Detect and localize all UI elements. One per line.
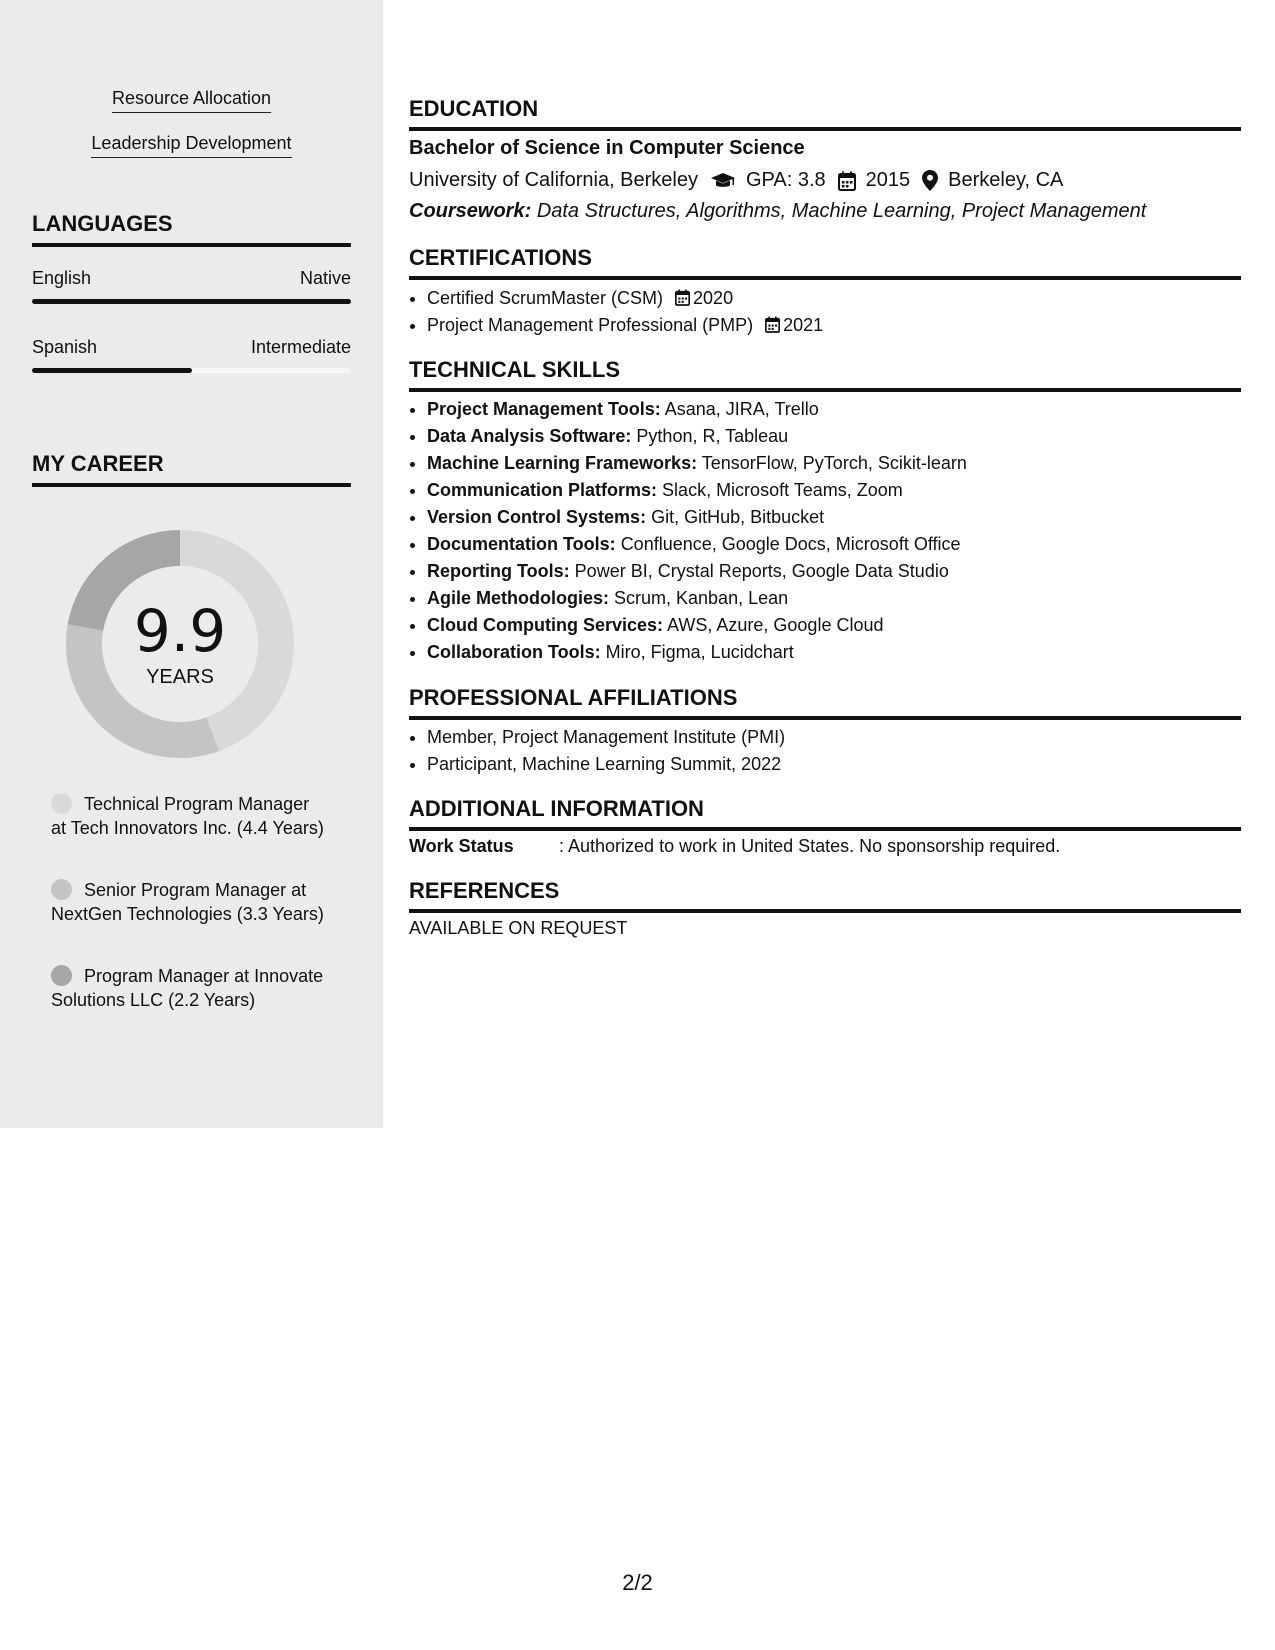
skill-label: Documentation Tools: (427, 534, 616, 554)
skill-item (427, 639, 967, 666)
career-total-value: 9.9 (133, 597, 227, 665)
career-role-label: Program Manager at Innovate Solutions LLC (2.2 Years) (51, 966, 324, 1010)
career-legend-item (51, 792, 329, 840)
graduation-cap-icon (710, 172, 736, 190)
skill-label: Data Analysis Software: (427, 426, 632, 446)
legend-dot (51, 879, 72, 900)
calendar-icon (765, 316, 780, 333)
language-row (32, 337, 351, 358)
language-row (32, 268, 351, 289)
language-name: English (32, 268, 92, 288)
skill-label: Communication Platforms: (427, 480, 658, 500)
certification-item (427, 312, 823, 339)
certifications-heading: CERTIFICATIONS (409, 245, 1241, 280)
education-details (409, 169, 1063, 192)
skill-item (427, 396, 967, 423)
skill-item (427, 558, 967, 585)
technical-skills-heading: TECHNICAL SKILLS (409, 357, 1241, 392)
skill-tag (0, 133, 383, 158)
skill-value: Git, GitHub, Bitbucket (651, 507, 825, 527)
skill-tag-label: Resource Allocation (112, 88, 271, 113)
legend-dot (51, 965, 72, 986)
skill-item (427, 531, 967, 558)
work-status-label: Work Status (409, 836, 514, 856)
additional-info-heading: ADDITIONAL INFORMATION (409, 796, 1241, 831)
education-year: 2015 (865, 169, 911, 191)
language-level: Intermediate (250, 337, 351, 357)
certifications-list (409, 285, 823, 339)
skill-item (427, 477, 967, 504)
career-total-unit: YEARS (146, 666, 214, 688)
affiliation-item: • Participant, Machine Learning Summit, 2022 (427, 751, 785, 778)
languages-heading: LANGUAGES (32, 211, 351, 247)
education-gpa: GPA: 3.8 (746, 169, 826, 191)
career-legend-item (51, 878, 329, 926)
skill-value: TensorFlow, PyTorch, Scikit-learn (701, 453, 967, 473)
affiliation-item: • Member, Project Management Institute (PMI) (427, 724, 785, 751)
education-location: Berkeley, CA (948, 169, 1064, 191)
skill-item (427, 450, 967, 477)
legend-dot (51, 793, 72, 814)
location-pin-icon (922, 170, 938, 191)
skill-value: AWS, Azure, Google Cloud (667, 615, 884, 635)
certification-name: Certified ScrumMaster (CSM) (427, 288, 664, 308)
career-donut-chart (66, 530, 294, 758)
language-proficiency-fill (32, 368, 192, 373)
language-name: Spanish (32, 337, 98, 357)
skill-tag-label: Leadership Development (91, 133, 291, 158)
skill-label: Machine Learning Frameworks: (427, 453, 698, 473)
language-proficiency-bar (32, 368, 351, 373)
affiliations-list (409, 724, 785, 778)
skill-value: Slack, Microsoft Teams, Zoom (662, 480, 903, 500)
skill-value: Miro, Figma, Lucidchart (605, 642, 794, 662)
skill-value: Python, R, Tableau (636, 426, 789, 446)
work-status-row (409, 836, 1060, 857)
certification-year: 2020 (693, 288, 734, 308)
skills-list (409, 396, 967, 666)
language-proficiency-bar (32, 299, 351, 304)
skill-item (427, 585, 967, 612)
skill-item (427, 504, 967, 531)
skill-value: Scrum, Kanban, Lean (614, 588, 789, 608)
skill-value: Asana, JIRA, Trello (664, 399, 819, 419)
certification-year: 2021 (783, 315, 824, 335)
career-legend-item (51, 964, 329, 1012)
skill-label: Collaboration Tools: (427, 642, 601, 662)
education-degree: Bachelor of Science in Computer Science (409, 137, 805, 159)
skill-label: Reporting Tools: (427, 561, 570, 581)
certification-name: Project Management Professional (PMP) (427, 315, 754, 335)
career-heading: MY CAREER (32, 451, 351, 487)
skill-label: Agile Methodologies: (427, 588, 609, 608)
skill-label: Version Control Systems: (427, 507, 647, 527)
references-heading: REFERENCES (409, 878, 1241, 913)
calendar-icon (838, 171, 856, 191)
education-heading: EDUCATION (409, 96, 1241, 131)
calendar-icon (675, 289, 690, 306)
work-status-value: : Authorized to work in United States. No sponsorship required. (559, 836, 1061, 856)
education-school: University of California, Berkeley (409, 169, 698, 191)
language-level: Native (299, 268, 351, 288)
page-number: 2/2 (622, 1570, 653, 1595)
skill-value: Confluence, Google Docs, Microsoft Office (620, 534, 961, 554)
references-text: AVAILABLE ON REQUEST (409, 918, 628, 938)
skill-label: Cloud Computing Services: (427, 615, 664, 635)
skill-tag (0, 88, 383, 113)
skill-item (427, 612, 967, 639)
coursework-value: Data Structures, Algorithms, Machine Learning, Project Management (536, 200, 1147, 222)
career-role-label: Technical Program Manager at Tech Innovators Inc. (4.4 Years) (51, 794, 324, 838)
skill-value: Power BI, Crystal Reports, Google Data Studio (574, 561, 949, 581)
career-role-label: Senior Program Manager at NextGen Technologies (3.3 Years) (51, 880, 324, 924)
sidebar (0, 0, 383, 1128)
coursework-label: Coursework: (409, 200, 532, 222)
certification-item (427, 285, 823, 312)
skill-item (427, 423, 967, 450)
skill-label: Project Management Tools: (427, 399, 661, 419)
affiliations-heading: PROFESSIONAL AFFILIATIONS (409, 685, 1241, 720)
education-coursework (409, 200, 1146, 223)
language-proficiency-fill (32, 299, 351, 304)
